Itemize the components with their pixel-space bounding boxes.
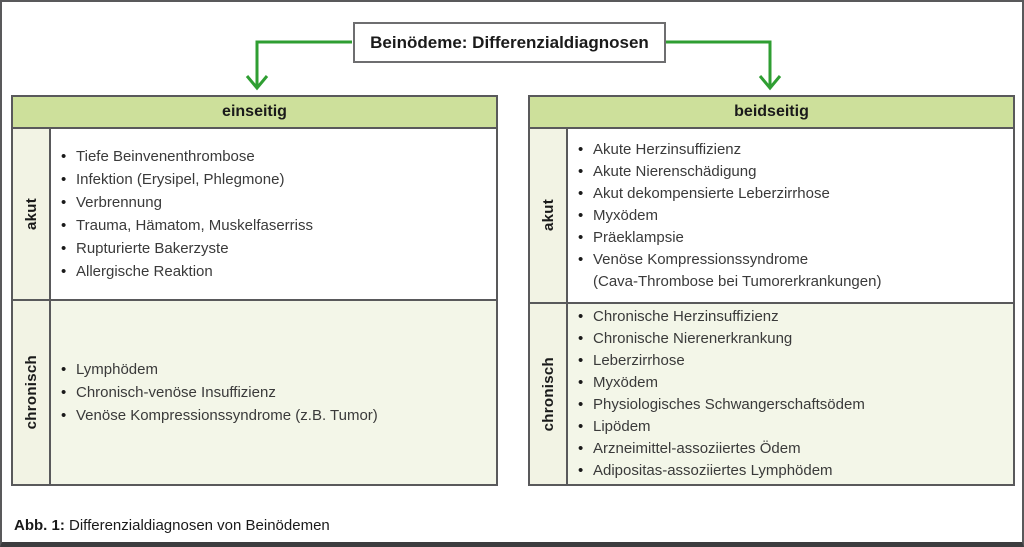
list-item bbox=[61, 168, 490, 191]
column-header-einseitig: einseitig bbox=[13, 97, 496, 129]
bullet-dot-icon: • bbox=[61, 194, 67, 211]
list-item bbox=[578, 205, 1007, 227]
list-item bbox=[61, 358, 490, 381]
list-item bbox=[578, 328, 1007, 350]
list-item bbox=[61, 404, 490, 427]
list-item bbox=[61, 381, 490, 404]
list-item bbox=[578, 183, 1007, 205]
bullet-dot-icon: • bbox=[61, 361, 67, 378]
list-item-text: Akute Nierenschädigung bbox=[593, 162, 757, 180]
bullet-dot-icon: • bbox=[61, 384, 67, 401]
table-beidseitig bbox=[528, 95, 1015, 486]
cell-einseitig-akut bbox=[51, 129, 496, 299]
table-row bbox=[13, 301, 496, 484]
list-item-text: Rupturierte Bakerzyste bbox=[76, 240, 229, 257]
row-label-akut bbox=[13, 129, 51, 299]
list-item bbox=[578, 161, 1007, 183]
figure-title: Beinödeme: Differenzialdiagnosen bbox=[370, 32, 649, 52]
list-item bbox=[61, 214, 490, 237]
list-item-text: Venöse Kompressionssyndrome bbox=[593, 250, 809, 268]
arrow-right-connector bbox=[665, 42, 780, 88]
list-item-text: Myxödem bbox=[593, 374, 659, 391]
list-item-text: Myxödem bbox=[593, 206, 659, 224]
bullet-dot-icon: • bbox=[578, 462, 584, 479]
list-item-text: Lymphödem bbox=[76, 361, 158, 378]
cell-beidseitig-chronisch bbox=[568, 304, 1013, 484]
row-label-text: akut bbox=[22, 197, 40, 231]
table-row bbox=[530, 129, 1013, 304]
list-item-text: Venöse Kompressionssyndrome (z.B. Tumor) bbox=[76, 407, 378, 424]
bullet-dot-icon: • bbox=[578, 308, 584, 325]
list-item-text: Chronisch-venöse Insuffizienz bbox=[76, 384, 276, 401]
list-item-text: Präeklampsie bbox=[593, 228, 684, 246]
bullet-dot-icon: • bbox=[61, 407, 67, 424]
list-item bbox=[578, 416, 1007, 438]
bullet-dot-icon: • bbox=[578, 162, 584, 180]
bullet-dot-icon: • bbox=[61, 148, 67, 165]
list-item-text: (Cava-Thrombose bei Tumorerkrankungen) bbox=[593, 272, 882, 290]
list-item bbox=[61, 145, 490, 168]
list-item-text: Verbrennung bbox=[76, 194, 162, 211]
bullet-dot-icon: • bbox=[578, 228, 584, 246]
bullet-dot-icon: • bbox=[578, 206, 584, 224]
list-item bbox=[578, 438, 1007, 460]
row-label-text: chronisch bbox=[539, 356, 557, 432]
figure-caption bbox=[14, 517, 330, 534]
arrow-left-connector bbox=[247, 42, 352, 88]
table-row bbox=[530, 304, 1013, 484]
list-item-text: Trauma, Hämatom, Muskelfaserriss bbox=[76, 217, 313, 234]
list-item bbox=[61, 237, 490, 260]
column-header-beidseitig: beidseitig bbox=[530, 97, 1013, 129]
list-item bbox=[578, 350, 1007, 372]
row-label-akut bbox=[530, 129, 568, 302]
list-item-text: Adipositas-assoziiertes Lymphödem bbox=[593, 462, 833, 479]
bullet-dot-icon: • bbox=[578, 396, 584, 413]
list-item-text: Allergische Reaktion bbox=[76, 263, 213, 280]
row-label-text: akut bbox=[539, 199, 557, 232]
arrow-down-icon bbox=[760, 76, 780, 88]
bullet-dot-icon: • bbox=[578, 140, 584, 158]
list-item-text: Arzneimittel-assoziiertes Ödem bbox=[593, 440, 801, 457]
bullet-dot-icon: • bbox=[61, 240, 67, 257]
list-item-text: Physiologisches Schwangerschaftsödem bbox=[593, 396, 865, 413]
caption-text: Differenzialdiagnosen von Beinödemen bbox=[69, 517, 330, 534]
row-label-chronisch bbox=[13, 301, 51, 484]
bullet-dot-icon: • bbox=[578, 418, 584, 435]
arrow-down-icon bbox=[247, 76, 267, 88]
list-item bbox=[578, 306, 1007, 328]
list-item bbox=[578, 227, 1007, 249]
cell-einseitig-chronisch bbox=[51, 301, 496, 484]
list-item-text: Chronische Nierenerkrankung bbox=[593, 330, 793, 347]
bullet-dot-icon: • bbox=[578, 330, 584, 347]
bullet-dot-icon: • bbox=[61, 171, 67, 188]
list-item bbox=[578, 139, 1007, 161]
list-item bbox=[578, 394, 1007, 416]
row-label-chronisch bbox=[530, 304, 568, 484]
list-item-text: Akut dekompensierte Leberzirrhose bbox=[593, 184, 830, 202]
bullet-dot-icon: • bbox=[61, 217, 67, 234]
list-item bbox=[578, 460, 1007, 482]
figure-title-box bbox=[353, 22, 666, 63]
caption-label: Abb. 1: bbox=[14, 517, 65, 534]
list-item-text: Akute Herzinsuffizienz bbox=[593, 140, 742, 158]
list-item bbox=[578, 249, 1007, 293]
list-item-text: Tiefe Beinvenenthrombose bbox=[76, 148, 255, 165]
table-row bbox=[13, 129, 496, 301]
bullet-dot-icon: • bbox=[578, 352, 584, 369]
cell-beidseitig-akut bbox=[568, 129, 1013, 302]
bullet-dot-icon: • bbox=[578, 250, 584, 268]
list-item bbox=[61, 191, 490, 214]
list-item-text: Infektion (Erysipel, Phlegmone) bbox=[76, 171, 285, 188]
list-item-text: Lipödem bbox=[593, 418, 651, 435]
bullet-dot-icon: • bbox=[61, 263, 67, 280]
bullet-dot-icon: • bbox=[578, 440, 584, 457]
bullet-dot-icon: • bbox=[578, 184, 584, 202]
list-item-text: Leberzirrhose bbox=[593, 352, 685, 369]
list-item bbox=[61, 260, 490, 283]
table-einseitig bbox=[11, 95, 498, 486]
list-item-text: Chronische Herzinsuffizienz bbox=[593, 308, 779, 325]
list-item bbox=[578, 372, 1007, 394]
row-label-text: chronisch bbox=[22, 355, 40, 430]
bullet-dot-icon: • bbox=[578, 374, 584, 391]
